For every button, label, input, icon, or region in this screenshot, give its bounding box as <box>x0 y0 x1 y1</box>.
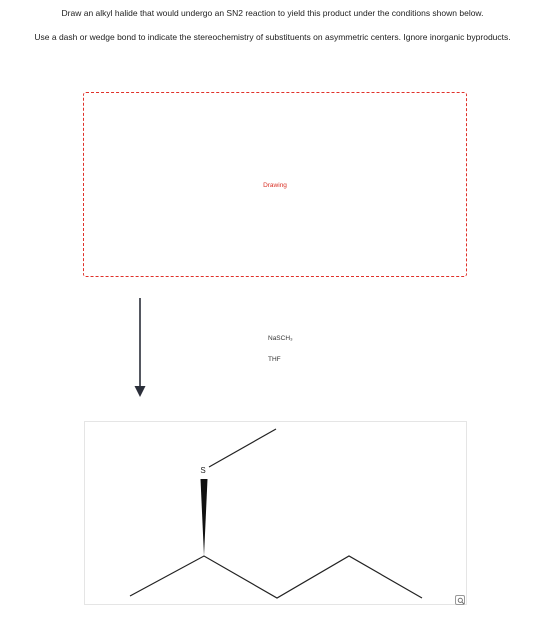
down-arrow-icon <box>134 298 146 398</box>
bond-s-methyl <box>209 429 276 467</box>
carbon-chain <box>130 556 422 598</box>
solvent-label: THF <box>268 356 281 363</box>
instruction-line-2: Use a dash or wedge bond to indicate the stereochemistry of substituents on asymmetric centers. Ignore inorganic byproducts. <box>34 32 511 42</box>
drawing-label: Drawing <box>263 182 287 189</box>
magnify-icon <box>457 597 465 605</box>
reagent-label: NaSCH₃ <box>268 335 293 342</box>
sulfur-atom: S <box>200 466 206 475</box>
wedge-bond <box>201 479 208 556</box>
drawing-area[interactable] <box>83 92 467 277</box>
zoom-button[interactable] <box>455 595 465 605</box>
product-structure <box>84 421 467 605</box>
instruction-line-1: Draw an alkyl halide that would undergo an SN2 reaction to yield this product under the conditions shown below. <box>61 8 484 18</box>
